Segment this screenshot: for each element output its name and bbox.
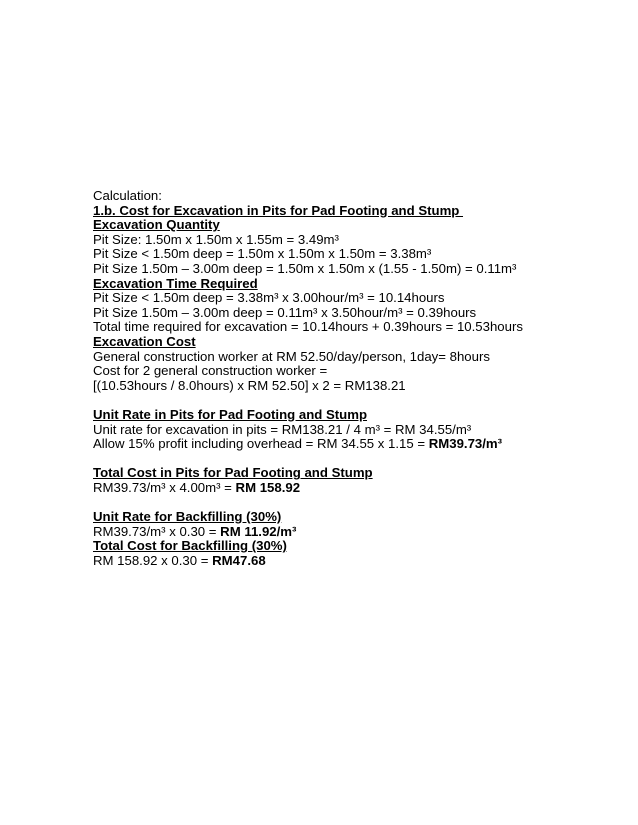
- excavation-quantity-line-3: Pit Size 1.50m – 3.00m deep = 1.50m x 1.50m x (1.55 - 1.50m) = 0.11m³: [93, 260, 517, 276]
- excavation-quantity-heading: Excavation Quantity: [93, 217, 220, 233]
- excavation-cost-line-3: [(10.53hours / 8.0hours) x RM 52.50] x 2 = RM138.21: [93, 377, 406, 393]
- total-cost-pits-heading: Total Cost in Pits for Pad Footing and Stump: [93, 465, 373, 481]
- spacer: [93, 495, 613, 510]
- unit-rate-backfilling-result: RM 11.92/m³: [220, 523, 297, 539]
- unit-rate-pits-line-1: Unit rate for excavation in pits = RM138.21 / 4 m³ = RM 34.55/m³: [93, 421, 472, 437]
- unit-rate-backfilling-line-1: [93, 525, 613, 540]
- spacer: [93, 452, 613, 467]
- total-cost-pits-line-1-text: RM39.73/m³ x 4.00m³ =: [93, 479, 236, 495]
- total-cost-pits-line-1: [93, 481, 613, 496]
- excavation-cost-line-2: Cost for 2 general construction worker =: [93, 363, 328, 379]
- unit-rate-pits-result: RM39.73/m³: [428, 436, 503, 452]
- total-cost-backfilling-result: RM47.68: [212, 552, 266, 568]
- spacer: [93, 393, 613, 408]
- calculation-body: [93, 189, 613, 568]
- unit-rate-backfilling-heading: Unit Rate for Backfilling (30%): [93, 509, 282, 525]
- excavation-cost-line-1: General construction worker at RM 52.50/day/person, 1day= 8hours: [93, 348, 490, 364]
- unit-rate-pits-line-2-text: Allow 15% profit including overhead = RM 34.55 x 1.15 =: [93, 436, 429, 452]
- intro-label: Calculation:: [93, 188, 162, 203]
- unit-rate-pits-line-2: [93, 437, 613, 452]
- excavation-time-line-3: Total time required for excavation = 10.14hours + 0.39hours = 10.53hours: [93, 319, 523, 335]
- total-cost-pits-result: RM 158.92: [235, 479, 301, 495]
- unit-rate-backfilling-line-1-text: RM39.73/m³ x 0.30 =: [93, 523, 221, 539]
- excavation-time-line-1: Pit Size < 1.50m deep = 3.38m³ x 3.00hour/m³ = 10.14hours: [93, 290, 445, 306]
- total-cost-backfilling-heading: Total Cost for Backfilling (30%): [93, 538, 287, 554]
- excavation-time-heading: Excavation Time Required: [93, 275, 258, 291]
- excavation-time-line-2: Pit Size 1.50m – 3.00m deep = 0.11m³ x 3.50hour/m³ = 0.39hours: [93, 304, 477, 320]
- excavation-cost-heading: Excavation Cost: [93, 333, 196, 349]
- excavation-quantity-line-2: Pit Size < 1.50m deep = 1.50m x 1.50m x 1.50m = 3.38m³: [93, 246, 432, 262]
- section-title: 1.b. Cost for Excavation in Pits for Pad Footing and Stump: [93, 202, 464, 218]
- total-cost-backfilling-line-1: [93, 554, 613, 569]
- unit-rate-pits-heading: Unit Rate in Pits for Pad Footing and Stump: [93, 406, 368, 422]
- excavation-quantity-line-1: Pit Size: 1.50m x 1.50m x 1.55m = 3.49m³: [93, 231, 339, 247]
- total-cost-backfilling-line-1-text: RM 158.92 x 0.30 =: [93, 552, 213, 568]
